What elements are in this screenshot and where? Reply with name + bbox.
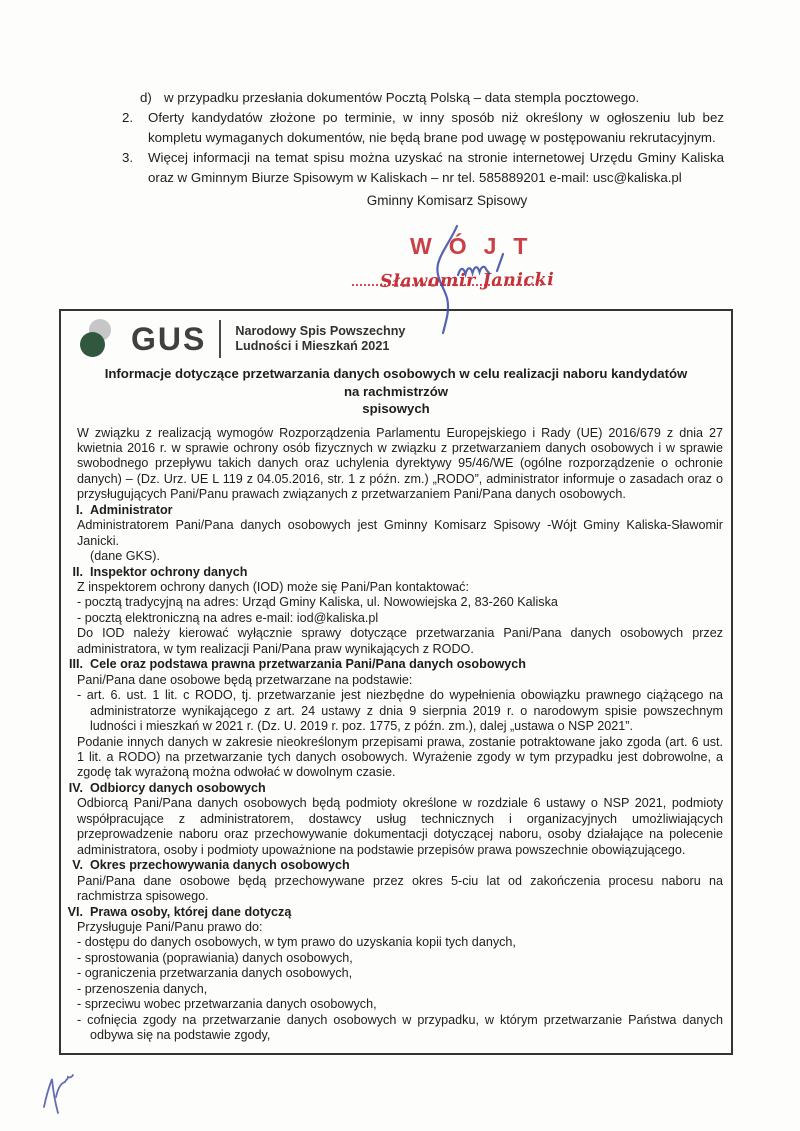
notice-line: - dostępu do danych osobowych, w tym prawo do uzyskania kopii tych danych, — [77, 935, 516, 950]
gus-wordmark: GUS — [131, 320, 207, 357]
logo-divider — [219, 320, 221, 358]
section-title: Inspektor ochrony danych — [90, 564, 248, 579]
section-inspektor — [72, 564, 723, 658]
section-number: III. — [69, 657, 83, 672]
list-text: w przypadku przesłania dokumentów Pocztą Polską – data stempla pocztowego. — [164, 90, 640, 105]
section-title: Cele oraz podstawa prawna przetwarzania Pani/Pana danych osobowych — [90, 657, 527, 672]
logo-circle-green — [80, 332, 105, 357]
section-heading — [63, 503, 723, 518]
notice-line: Pani/Pana dane osobowe będą przechowywane przez okres 5-ciu lat od zakończenia procesu naboru na rachmistrza spisowego. — [77, 873, 723, 904]
notice-line: - ograniczenia przetwarzania danych osobowych, — [77, 966, 353, 981]
notice-line: Administratorem Pani/Pana danych osobowych jest Gminny Komisarz Spisowy -Wójt Gminy Kaliska-Sławomir Janicki. — [77, 518, 723, 548]
notice-line: Z inspektorem ochrony danych (IOD) może się Pani/Pan kontaktować: — [77, 580, 469, 595]
notice-title — [97, 365, 695, 418]
list-marker: 3. — [122, 150, 134, 165]
office-stamp: WÓJT — [410, 233, 545, 259]
notice-title-line: spisowych — [362, 401, 430, 416]
program-line: Narodowy Spis Powszechny — [235, 324, 406, 338]
notice-line: Pani/Pana dane osobowe będą przetwarzane na podstawie: — [77, 672, 413, 687]
section-number: I. — [76, 502, 83, 517]
section-number: V. — [72, 858, 83, 873]
gus-logo-icon — [77, 317, 117, 361]
notice-title-line: Informacje dotyczące przetwarzania danych osobowych w celu realizacji naboru kandydatów na rachmistrzów — [104, 366, 688, 399]
section-heading — [63, 657, 723, 672]
section-title: Okres przechowywania danych osobowych — [90, 858, 350, 873]
notice-body — [67, 425, 723, 1044]
section-okres — [72, 858, 723, 904]
initials-ink — [44, 1075, 73, 1113]
signature-line — [352, 270, 555, 295]
section-number: II. — [72, 564, 83, 579]
notice-line: - cofnięcia zgody na przetwarzanie danych osobowych w przypadku, w którym przetwarzanie Państwa danych odbywa się na podstawie zgody, — [77, 1012, 723, 1043]
list-text: Oferty kandydatów złożone po terminie, w inny sposób niż określony w ogłoszeniu lub bez kompletu wymaganych dokumentów, nie będą brane pod uwagę w postępowaniu rekrutacyjnym. — [148, 110, 724, 145]
gus-logo-row — [77, 317, 723, 361]
list-marker: 2. — [122, 110, 134, 125]
notice-line: Podanie innych danych w zakresie nieokreślonym przepisami prawa, zostanie potraktowane jako zgoda (art. 6 ust. 1 lit. a RODO) na przetwarzanie tych danych osobowych. Wyrażenie zgody w tym przypadku jest dobrowolne, a zgodę tak wyrażoną można odwołać w dowolnym czasie. — [77, 734, 723, 780]
notice-line: - art. 6. ust. 1 lit. c RODO, tj. przetwarzanie jest niezbędne do wypełnienia obowiązku prawnego ciążącego na administratorze wynikającego z art. 24 ustawy z dnia 9 sierpnia 2019 r. o narodowym spisie powszechnym ludności i mieszkań w 2021 r. (Dz. U. 2019 r. poz. 1775, z późn. zm.), dalej „ustawa o NSP 2021”. — [77, 688, 723, 734]
notice-line: Do IOD należy kierować wyłącznie sprawy dotyczące przetwarzania Pani/Pana danych osobowych przez administratora, w tym realizacji Pani/Pana praw wynikających z RODO. — [77, 626, 723, 656]
census-program-label — [235, 324, 405, 354]
program-line: Ludności i Mieszkań 2021 — [235, 339, 390, 353]
rodo-notice-box — [59, 309, 733, 1055]
section-cele — [69, 657, 723, 781]
notice-intro: W związku z realizacją wymogów Rozporządzenia Parlamentu Europejskiego i Rady (UE) 2016/679 z dnia 27 kwietnia 2016 r. w sprawie ochrony osób fizycznych w związku z przetwarzaniem danych osobowych i w sprawie swobodnego przepływu takich danych oraz uchylenia dyrektywy 95/46/WE (ogólne rozporządzenie o ochronie danych) – (Dz. Urz. UE L 119 z 04.05.2016, str. 1 z późn. zm.) „RODO”, administrator informuje o zasadach oraz o przysługujących Pani/Panu prawach związanych z przetwarzaniem Pani/Pana danych osobowych. — [77, 425, 723, 502]
notice-line: - przenoszenia danych, — [77, 981, 208, 996]
notice-line: Odbiorcą Pani/Pana danych osobowych będą podmioty określone w rozdziale 6 ustawy o NSP 2021, podmioty współpracujące z administratorem, dostawcy usług technicznych i organizacyjnych umożliwiających przeprowadzenie naboru oraz przechowywanie dokumentacji dotyczącej naboru, osoby działające na polecenie administratora, osoby i podmioty upoważnione na podstawie przepisów prawa powszechnie obowiązującego. — [77, 796, 723, 857]
list-marker: d) — [140, 90, 152, 105]
section-title: Administrator — [90, 502, 173, 517]
notice-line: - pocztą tradycyjną na adres: Urząd Gminy Kaliska, ul. Nowowiejska 2, 83-260 Kaliska — [77, 595, 558, 610]
signer-name-stamp: Sławomir Janicki — [379, 270, 555, 292]
section-odbiorcy — [68, 780, 723, 858]
notice-line: - pocztą elektroniczną na adres e-mail: iod@kaliska.pl — [77, 610, 379, 625]
section-heading — [63, 905, 723, 920]
section-heading — [63, 565, 723, 580]
section-prawa — [67, 904, 723, 1044]
list-item — [140, 88, 724, 108]
signer-title: Gminny Komisarz Spisowy — [366, 193, 528, 208]
section-number: VI. — [67, 904, 83, 919]
notice-line: (dane GKS). — [90, 549, 160, 564]
list-text: Więcej informacji na temat spisu można uzyskać na stronie internetowej Urzędu Gminy Kaliska oraz w Gminnym Biurze Spisowym w Kaliskach – nr tel. 585889201 e-mail: usc@kaliska.pl — [148, 150, 724, 185]
notice-line: Przysługuje Pani/Panu prawo do: — [77, 920, 263, 934]
section-heading — [63, 781, 723, 796]
section-administrator — [77, 503, 723, 565]
section-title: Odbiorcy danych osobowych — [90, 780, 266, 795]
notice-line: - sprostowania (poprawiania) danych osobowych, — [77, 950, 353, 965]
list-item — [122, 148, 724, 188]
section-heading — [63, 858, 723, 873]
notice-line: - sprzeciwu wobec przetwarzania danych osobowych, — [77, 997, 377, 1012]
section-number: IV. — [68, 780, 83, 795]
top-list — [122, 88, 724, 188]
list-item — [122, 108, 724, 148]
section-title: Prawa osoby, której dane dotyczą — [90, 904, 292, 919]
